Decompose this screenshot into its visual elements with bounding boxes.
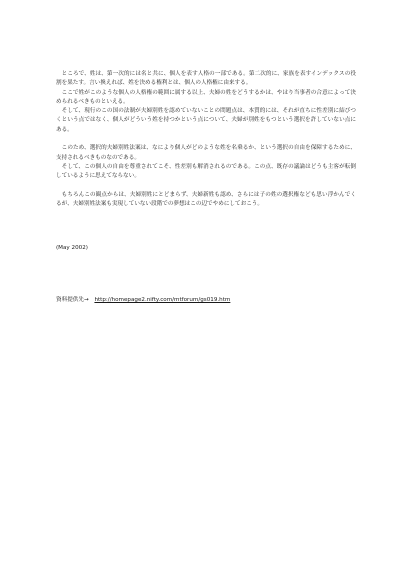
paragraph: そして、現行のこの国の法制が夫婦別姓を認めていないことの問題点は、本質的には、それが直ちに性差別に結びつくという点ではなく、個人がどういう姓を持つかという点について、夫婦が別姓をもつという選択を許していない点にある。 xyxy=(56,108,356,133)
paragraph: ここで姓がこのような個人の人格権の範囲に属する以上、夫婦の姓をどうするかは、やはり当事者の合意によって決められるべきものといえる。 xyxy=(56,89,356,105)
source-link[interactable]: http://homepage2.nifty.com/mtforum/gs019.htm xyxy=(94,297,231,303)
paragraph-spacer xyxy=(56,135,356,144)
paragraph: ところで、姓は、第一次的には名と共に、個人を表す人格の一部である。第二次的に、家族を表すインデックスの役割を果たす。言い換えれば、姓を決める権利とは、個人の人格権に由来する。 xyxy=(56,71,356,87)
source-label: 資料提供先→ xyxy=(56,297,89,303)
paragraph: そして、この個人の自由を尊重されてこそ、性差別も解消されるのである。この点、既存の議論はどうも主客が転倒しているように思えてならない。 xyxy=(56,163,356,180)
publication-date: (May 2002) xyxy=(56,245,88,251)
essay-body xyxy=(56,70,356,209)
paragraph: もちろんこの観点からは、夫婦別姓にとどまらず、夫婦新姓も認め、さらには子の姓の選択権なども思い浮かんでくるが、夫婦別姓法案も実現していない段階での夢想はこの辺でやめにしておこう。 xyxy=(56,191,356,208)
paragraph-spacer xyxy=(56,182,356,191)
source-line xyxy=(56,296,230,305)
paragraph: このため、選択的夫婦別姓法案は、なにより個人がどのような姓を名乗るか、という選択の自由を保障するために、支持されるべきものなのである。 xyxy=(56,145,356,161)
